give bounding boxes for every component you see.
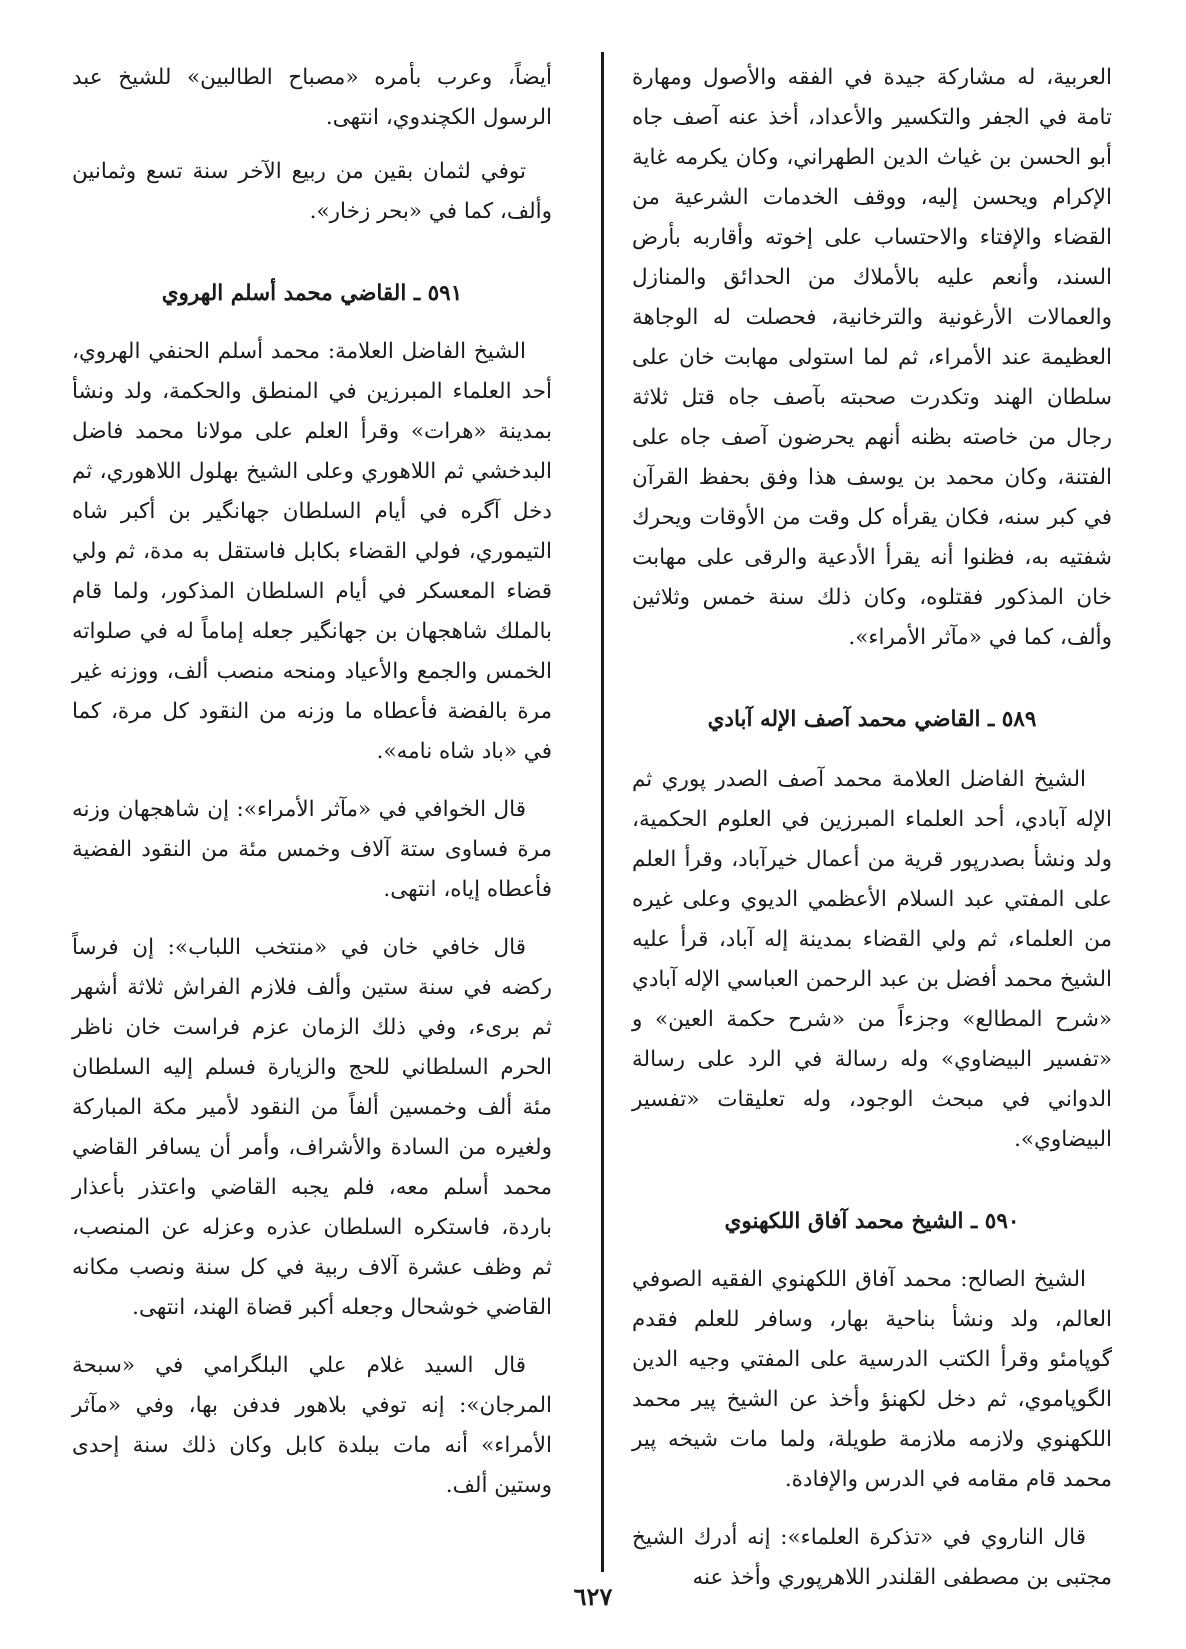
entry-591-paragraph-1: الشيخ الفاضل العلامة: محمد أسلم الحنفي الهروي، أحد العلماء المبرزين في المنطق والحكمة، ولد ونشأ بمدينة «هرات» وقرأ العلم على مولانا محمد فاضل البدخشي ثم اللاهوري وعلى الشيخ بهلول اللاهوري، ثم دخل آگره في أيام السلطان جهانگير بن أكبر شاه التيموري، فولي القضاء بكابل فاستقل به مدة، ثم ولي قضاء المعسكر في أيام السلطان المذكور، ولما قام بالملك شاهجهان بن جهانگير جعله إماماً له في صلواته الخمس والجمع والأعياد ومنحه منصب ألف، ووزنه غير مرة بالفضة فأعطاه ما وزنه من النقود كل مرة، كما في «باد شاه نامه». — [72, 339, 552, 764]
right-column — [632, 58, 1112, 1598]
entry-591-paragraph-4: قال السيد غلام علي البلگرامي في «سبحة المرجان»: إنه توفي بلاهور فدفن بها، وفي «مآثر الأمراء» أنه مات ببلدة كابل وكان ذلك سنة إحدى وستين ألف. — [72, 1353, 552, 1498]
entry-589-paragraph: الشيخ الفاضل العلامة محمد آصف الصدر پوري ثم الإله آبادي، أحد العلماء المبرزين في العلوم الحكمية، ولد ونشأ بصدرپور قرية من أعمال خيرآباد، وقرأ العلم على المفتي عبد السلام الأعظمي الديوي وعلى غيره من العلماء، ثم ولي القضاء بمدينة إله آباد، قرأ عليه الشيخ محمد أفضل بن عبد الرحمن العباسي الإله آبادي «شرح المطالع» وجزءاً من «شرح حكمة العين» و «تفسير البيضاوي» وله رسالة في الرد على رسالة الدواني في مبحث الوجود، وله تعليقات «تفسير البيضاوي». — [632, 767, 1112, 1152]
continued-paragraph-left: أيضاً، وعرب بأمره «مصباح الطالبين» للشيخ عبد الرسول الكچندوي، انتهى. — [72, 65, 552, 130]
entry-590-paragraph-1: الشيخ الصالح: محمد آفاق اللكهنوي الفقيه الصوفي العالم، ولد ونشأ بناحية بهار، وسافر للعلم فقدم گوپامئو وقرأ الكتب الدرسية على المفتي وجيه الدين الگوپاموي، ثم دخل لكهنؤ وأخذ عن الشيخ پير محمد اللكهنوي ولازمه ملازمة طويلة، ولما مات شيخه پير محمد قام مقامه في الدرس والإفادة. — [632, 1267, 1112, 1492]
page-number: ٦٢٧ — [573, 1582, 613, 1611]
continued-paragraph: العربية، له مشاركة جيدة في الفقه والأصول ومهارة تامة في الجفر والتكسير والأعداد، أخذ عنه آصف جاه أبو الحسن بن غياث الدين الطهراني، وكان يكرمه غاية الإكرام ويحسن إليه، ووقف الخدمات الشرعية من القضاء والإفتاء والاحتساب على إخوته وأقاربه بأرض السند، وأنعم عليه بالأملاك من الحدائق والمنازل والعمالات الأرغونية والترخانية، فحصلت له الوجاهة العظيمة عند الأمراء، ثم لما استولى مهابت خان على سلطان الهند وتكدرت صحبته بآصف جاه قتل ثلاثة رجال من خاصته بظنه أنهم يحرضون آصف جاه على الفتنة، وكان محمد بن يوسف هذا وفق بحفظ القرآن في كبر سنه، فكان يقرأه كل وقت من الأوقات ويحرك شفتيه به، فظنوا أنه يقرأ الأدعية والرقى على مهابت خان المذكور فقتلوه، وكان ذلك سنة خمس وثلاثين وألف، كما في «مآثر الأمراء». — [632, 65, 1112, 650]
entry-591-paragraph-2: قال الخوافي في «مآثر الأمراء»: إن شاهجهان وزنه مرة فساوى ستة آلاف وخمس مئة من النقود الفضية فأعطاه إياه، انتهى. — [72, 797, 552, 902]
entry-heading-591: ٥٩١ ـ القاضي محمد أسلم الهروي — [161, 281, 463, 306]
left-column — [72, 58, 552, 1506]
death-note-paragraph: توفي لثمان بقين من ربيع الآخر سنة تسع وثمانين وألف، كما في «بحر زخار». — [72, 159, 552, 224]
entry-heading-590: ٥٩٠ ـ الشيخ محمد آفاق اللكهنوي — [724, 1209, 1020, 1234]
entry-590-paragraph-2: قال الناروي في «تذكرة العلماء»: إنه أدرك الشيخ مجتبى بن مصطفى القلندر اللاهرپوري وأخذ عنه — [632, 1525, 1112, 1590]
entry-591-paragraph-3: قال خافي خان في «منتخب اللباب»: إن فرساً ركضه في سنة ستين وألف فلازم الفراش ثلاثة أشهر ثم برىء، وفي ذلك الزمان عزم فراست خان ناظر الحرم السلطاني للحج والزيارة فسلم إليه السلطان مئة ألف وخمسين ألفاً من النقود لأمير مكة المباركة ولغيره من السادة والأشراف، وأمر أن يسافر القاضي محمد أسلم معه، فلم يجبه القاضي واعتذر بأعذار باردة، فاستكره السلطان عذره وعزله عن المنصب، ثم وظف عشرة آلاف ربية في كل سنة ونصب مكانه القاضي خوشحال وجعله أكبر قضاة الهند، انتهى. — [72, 935, 552, 1320]
column-divider — [601, 52, 604, 1572]
entry-heading-589: ٥٨٩ ـ القاضي محمد آصف الإله آبادي — [707, 707, 1037, 732]
